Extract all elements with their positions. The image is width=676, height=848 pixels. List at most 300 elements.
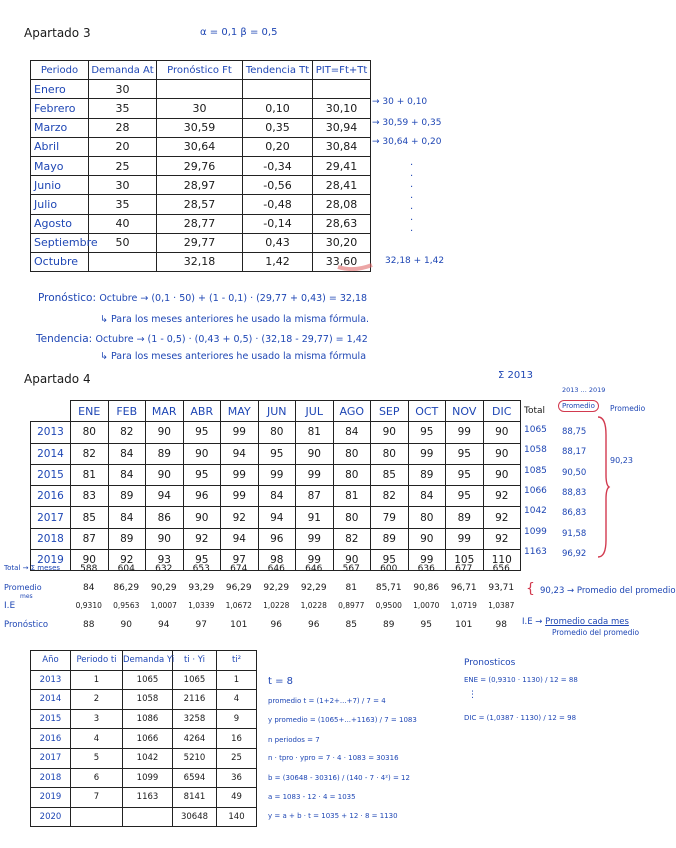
table-row — [31, 233, 371, 252]
periodo-cell: Enero — [31, 80, 89, 99]
month-header: DIC — [483, 401, 521, 422]
value-cell: 2014 — [31, 690, 71, 710]
value-cell: 99 — [258, 464, 296, 485]
month-header: AGO — [333, 401, 371, 422]
table-row — [31, 768, 257, 788]
tend-cell: 0,35 — [243, 118, 313, 137]
pit-cell: 30,10 — [313, 99, 371, 118]
value-cell: 2 — [71, 690, 123, 710]
formula-y-promedio: y promedio = (1065+...+1163) / 7 = 1083 — [268, 716, 417, 724]
value-cell: 9 — [217, 709, 257, 729]
value-cell: 92 — [221, 507, 259, 528]
tendencia-label: Tendencia: — [36, 333, 93, 345]
tend-cell: -0,56 — [243, 176, 313, 195]
ie-row-value: 1,0719 — [450, 601, 477, 610]
value-cell: 80 — [408, 507, 446, 528]
pronostico-row-value: 85 — [345, 620, 357, 630]
month-header: ABR — [183, 401, 221, 422]
ie-row-value: 1,0070 — [413, 601, 440, 610]
pron-cell: 28,77 — [157, 214, 243, 233]
value-cell: 36 — [217, 768, 257, 788]
note-ie-den: Promedio del promedio — [552, 628, 640, 637]
value-cell: 91 — [296, 507, 334, 528]
ie-row-value: 0,9563 — [113, 601, 140, 610]
month-header: NOV — [446, 401, 484, 422]
value-cell: 95 — [258, 443, 296, 464]
pit-cell: 28,41 — [313, 176, 371, 195]
value-cell: 99 — [221, 422, 259, 443]
pronostico-row-value: 89 — [383, 620, 395, 630]
value-cell: 99 — [221, 464, 259, 485]
formula-promedio-t: promedio t = (1+2+...+7) / 7 = 4 — [268, 697, 386, 705]
periodo-cell: Octubre — [31, 252, 89, 271]
table-row — [31, 214, 371, 233]
year-promedio: 88,83 — [562, 487, 587, 498]
side-note-4: 32,18 + 1,42 — [385, 256, 445, 266]
pronostico-note: Para los meses anteriores he usado la misma fórmula. — [110, 314, 370, 325]
year-cell: 2017 — [31, 507, 71, 528]
arrow-icon: ↳ — [100, 351, 111, 362]
year-total: 1066 — [524, 485, 547, 496]
value-cell: 84 — [258, 486, 296, 507]
year-promedio: 91,58 — [562, 528, 587, 539]
value-cell: 99 — [408, 550, 446, 571]
periodo-cell: Agosto — [31, 214, 89, 233]
header-cell: Tendencia Tt — [243, 61, 313, 80]
header-cell: ti · Yi — [173, 651, 217, 671]
tend-cell — [243, 80, 313, 99]
ie-row-value: 0,9310 — [75, 601, 102, 610]
totals-row-value: 632 — [155, 564, 173, 574]
table-row — [31, 176, 371, 195]
value-cell: 80 — [371, 443, 409, 464]
value-cell: 95 — [183, 464, 221, 485]
value-cell: 82 — [333, 528, 371, 549]
value-cell: 30648 — [173, 807, 217, 827]
totals-row-value: 600 — [380, 564, 398, 574]
side-dots: · · · · · · · — [410, 160, 414, 237]
pron-cell: 30,64 — [157, 137, 243, 156]
value-cell: 2018 — [31, 768, 71, 788]
promedios-row-value: 90,86 — [413, 583, 440, 593]
totals-row-value: 636 — [417, 564, 435, 574]
value-cell: 90 — [371, 422, 409, 443]
formula-a: a = 1083 - 12 · 4 = 1035 — [268, 793, 356, 801]
table-row — [31, 422, 521, 443]
value-cell: 90 — [483, 422, 521, 443]
tend-cell: -0,14 — [243, 214, 313, 233]
corner-cell — [31, 401, 71, 422]
value-cell: 90 — [483, 443, 521, 464]
value-cell: 3 — [71, 709, 123, 729]
value-cell: 94 — [258, 507, 296, 528]
value-cell: 2017 — [31, 748, 71, 768]
highlight-mark — [336, 258, 376, 272]
table-row — [31, 528, 521, 549]
regresion-table — [30, 650, 257, 827]
value-cell: 105 — [446, 550, 484, 571]
periodo-cell: Junio — [31, 176, 89, 195]
ie-row-value: 0,8977 — [338, 601, 365, 610]
value-cell: 90 — [71, 550, 109, 571]
formula-b: b = (30648 - 30316) / (140 - 7 · 4²) = 12 — [268, 774, 410, 782]
header-cell: Año — [31, 651, 71, 671]
value-cell: 95 — [446, 443, 484, 464]
pronostico-row-label: Pronóstico — [4, 620, 49, 630]
value-cell: 90 — [333, 550, 371, 571]
ie-row-value: 1,0672 — [225, 601, 252, 610]
promedios-row-sub: mes — [20, 593, 33, 600]
side-note-2: → 30,59 + 0,35 — [372, 118, 442, 128]
pron-cell: 32,18 — [157, 252, 243, 271]
value-cell: 85 — [371, 464, 409, 485]
year-cell: 2018 — [31, 528, 71, 549]
value-cell: 92 — [483, 507, 521, 528]
value-cell: 82 — [108, 422, 146, 443]
year-cell: 2013 — [31, 422, 71, 443]
value-cell: 81 — [296, 422, 334, 443]
totals-row-value: 677 — [455, 564, 473, 574]
demanda-cell: 30 — [89, 80, 157, 99]
value-cell: 4 — [71, 729, 123, 749]
value-cell: 82 — [371, 486, 409, 507]
value-cell: 90 — [408, 528, 446, 549]
value-cell: 90 — [183, 507, 221, 528]
totals-row-value: 646 — [305, 564, 323, 574]
pronostico-row-value: 94 — [158, 620, 170, 630]
value-cell: 95 — [183, 550, 221, 571]
value-cell: 80 — [333, 443, 371, 464]
promedio-anno-note: 2013 ... 2019 — [562, 386, 606, 394]
value-cell: 84 — [408, 486, 446, 507]
value-cell: 2016 — [31, 729, 71, 749]
promedios-row-value: 92,29 — [263, 583, 290, 593]
value-cell: 84 — [108, 507, 146, 528]
value-cell: 83 — [71, 486, 109, 507]
table-row — [31, 156, 371, 175]
pronostico-formula: Octubre → (0,1 · 50) + (1 - 0,1) · (29,77 + 0,43) = 32,18 — [99, 293, 368, 304]
value-cell: 96 — [183, 486, 221, 507]
demanda-cell: 35 — [89, 99, 157, 118]
year-total: 1085 — [524, 465, 547, 476]
header-cell: PIT=Ft+Tt — [313, 61, 371, 80]
pit-cell: 30,94 — [313, 118, 371, 137]
value-cell: 94 — [146, 486, 184, 507]
value-cell: 3258 — [173, 709, 217, 729]
note-promedio: 90,23 → Promedio del promedio — [540, 586, 676, 596]
pronostico-row-value: 96 — [308, 620, 320, 630]
value-cell: 5210 — [173, 748, 217, 768]
pronostico-row-value: 101 — [230, 620, 248, 630]
value-cell: 7 — [71, 788, 123, 808]
year-total: 1163 — [524, 546, 547, 557]
demanda-cell: 35 — [89, 195, 157, 214]
bracket-icon — [596, 415, 610, 560]
value-cell: 90 — [146, 422, 184, 443]
table-row — [31, 464, 521, 485]
totals-row-value: 646 — [267, 564, 285, 574]
year-cell: 2019 — [31, 550, 71, 571]
pron-cell: 29,77 — [157, 233, 243, 252]
tend-cell: -0,34 — [243, 156, 313, 175]
table-row — [31, 80, 371, 99]
value-cell: 82 — [71, 443, 109, 464]
value-cell: 1 — [71, 670, 123, 690]
table-row — [31, 99, 371, 118]
value-cell: 89 — [108, 486, 146, 507]
periodo-cell: Mayo — [31, 156, 89, 175]
value-cell: 8141 — [173, 788, 217, 808]
promedio-header: Promedio — [558, 400, 599, 412]
value-cell: 87 — [296, 486, 334, 507]
tend-cell: 0,43 — [243, 233, 313, 252]
value-cell: 79 — [371, 507, 409, 528]
value-cell: 99 — [296, 528, 334, 549]
table-row — [31, 690, 257, 710]
month-header: FEB — [108, 401, 146, 422]
pit-cell: 29,41 — [313, 156, 371, 175]
promedios-row-value: 96,29 — [225, 583, 252, 593]
value-cell: 6 — [71, 768, 123, 788]
periodo-cell: Abril — [31, 137, 89, 156]
value-cell: 90 — [296, 443, 334, 464]
pit-cell: 30,20 — [313, 233, 371, 252]
apartado3-table — [30, 60, 371, 272]
value-cell: 99 — [296, 550, 334, 571]
value-cell: 84 — [108, 443, 146, 464]
tend-cell: 0,10 — [243, 99, 313, 118]
demanda-cell: 40 — [89, 214, 157, 233]
promedios-row-value: 93,71 — [488, 583, 515, 593]
month-header: JUN — [258, 401, 296, 422]
value-cell: 94 — [221, 443, 259, 464]
table-row — [31, 788, 257, 808]
ie-row-value: 1,0228 — [263, 601, 290, 610]
demanda-cell: 20 — [89, 137, 157, 156]
pronosticos-title: Pronosticos — [464, 658, 516, 668]
value-cell: 99 — [296, 464, 334, 485]
year-cell: 2015 — [31, 464, 71, 485]
value-cell: 90 — [183, 443, 221, 464]
table-row — [31, 486, 521, 507]
pronostico-row-value: 96 — [270, 620, 282, 630]
demanda-cell: 25 — [89, 156, 157, 175]
value-cell: 2013 — [31, 670, 71, 690]
totals-row-value: 567 — [342, 564, 360, 574]
value-cell: 2019 — [31, 788, 71, 808]
header-cell: Periodo ti — [71, 651, 123, 671]
pron-cell: 28,57 — [157, 195, 243, 214]
year-promedio: 90,50 — [562, 467, 587, 478]
value-cell: 1058 — [123, 690, 173, 710]
month-header: ENE — [71, 401, 109, 422]
table-row — [31, 670, 257, 690]
header-cell: ti² — [217, 651, 257, 671]
periodo-cell: Julio — [31, 195, 89, 214]
sigma-note: Σ 2013 — [498, 370, 533, 381]
table-row — [31, 748, 257, 768]
promedios-row-value: 96,71 — [450, 583, 477, 593]
pronostico-row-value: 88 — [83, 620, 95, 630]
value-cell: 85 — [71, 507, 109, 528]
value-cell: 99 — [446, 528, 484, 549]
value-cell: 86 — [146, 507, 184, 528]
pronostico-row-value: 98 — [495, 620, 507, 630]
promedios-row-value: 81 — [345, 583, 357, 593]
formula-n-tpro-ypro: n · tpro · ypro = 7 · 4 · 1083 = 30316 — [268, 754, 399, 762]
bracket-value: 90,23 — [610, 456, 633, 465]
pit-cell: 30,84 — [313, 137, 371, 156]
apartado3-title: Apartado 3 — [24, 26, 91, 40]
promedios-row-value: 92,29 — [300, 583, 327, 593]
value-cell: 98 — [258, 550, 296, 571]
tend-cell: 0,20 — [243, 137, 313, 156]
value-cell: 110 — [483, 550, 521, 571]
value-cell: 2020 — [31, 807, 71, 827]
pronostico-row-value: 101 — [455, 620, 473, 630]
periodo-cell: Febrero — [31, 99, 89, 118]
value-cell — [123, 807, 173, 827]
value-cell: 80 — [258, 422, 296, 443]
value-cell — [71, 807, 123, 827]
ie-row-label: I.E — [4, 601, 16, 611]
year-total: 1099 — [524, 526, 547, 537]
pronostico-label: Pronóstico: — [38, 292, 96, 304]
year-total: 1042 — [524, 506, 547, 517]
year-cell: 2014 — [31, 443, 71, 464]
apartado4-title: Apartado 4 — [24, 372, 91, 386]
value-cell: 1066 — [123, 729, 173, 749]
year-promedio: 88,17 — [562, 447, 587, 458]
value-cell: 4264 — [173, 729, 217, 749]
year-promedio: 88,75 — [562, 427, 587, 437]
table-row — [31, 709, 257, 729]
tend-cell: 1,42 — [243, 252, 313, 271]
table-row — [31, 137, 371, 156]
demanda-cell: 28 — [89, 118, 157, 137]
value-cell: 1042 — [123, 748, 173, 768]
pronostico-row-value: 97 — [195, 620, 207, 630]
demanda-cell: 50 — [89, 233, 157, 252]
promedios-row-value: 84 — [83, 583, 95, 593]
pron-cell: 29,76 — [157, 156, 243, 175]
table-row — [31, 252, 371, 271]
brace-icon: { — [526, 581, 535, 597]
promedios-row-value: 90,29 — [150, 583, 177, 593]
pit-cell: 28,08 — [313, 195, 371, 214]
ie-row-value: 0,9500 — [375, 601, 402, 610]
value-cell: 90 — [483, 464, 521, 485]
value-cell: 99 — [446, 422, 484, 443]
formula-y: y = a + b · t = 1035 + 12 · 8 = 1130 — [268, 812, 398, 820]
value-cell: 93 — [146, 550, 184, 571]
value-cell: 1065 — [173, 670, 217, 690]
table-row — [31, 195, 371, 214]
value-cell: 89 — [108, 528, 146, 549]
year-total: 1058 — [524, 445, 547, 456]
side-note-3: → 30,64 + 0,20 — [372, 137, 442, 147]
promedios-row-label: Promedio — [4, 583, 42, 592]
value-cell: 95 — [446, 464, 484, 485]
promedio-col-label: Promedio — [610, 404, 646, 413]
pronostico-row-value: 90 — [120, 620, 132, 630]
promedios-row-value: 86,29 — [113, 583, 140, 593]
year-cell: 2016 — [31, 486, 71, 507]
pron-cell — [157, 80, 243, 99]
value-cell: 1099 — [123, 768, 173, 788]
pronostico-dic: DIC = (1,0387 · 1130) / 12 = 98 — [464, 714, 577, 722]
value-cell: 95 — [371, 550, 409, 571]
ie-row-value: 1,0228 — [300, 601, 327, 610]
demanda-cell: 30 — [89, 176, 157, 195]
value-cell: 80 — [333, 464, 371, 485]
totals-row-value: 674 — [230, 564, 248, 574]
value-cell: 1086 — [123, 709, 173, 729]
month-header: MAR — [146, 401, 184, 422]
value-cell: 99 — [408, 443, 446, 464]
value-cell: 89 — [446, 507, 484, 528]
table-row — [31, 118, 371, 137]
totals-row-value: 656 — [492, 564, 510, 574]
periodo-cell: Septiembre — [31, 233, 89, 252]
pron-cell: 30,59 — [157, 118, 243, 137]
month-header: SEP — [371, 401, 409, 422]
totals-row-label: Total → Σ meses — [4, 564, 61, 572]
value-cell: 90 — [146, 528, 184, 549]
value-cell: 1163 — [123, 788, 173, 808]
note-ie-text: Promedio cada mes — [545, 617, 629, 627]
ie-row-value: 1,0387 — [488, 601, 515, 610]
value-cell: 2015 — [31, 709, 71, 729]
year-total: 1065 — [524, 425, 547, 435]
header-cell: Demanda Yi — [123, 651, 173, 671]
apartado3-params: α = 0,1 β = 0,5 — [200, 27, 278, 38]
pronostico-row-value: 95 — [420, 620, 432, 630]
pit-cell: 33,60 — [313, 252, 371, 271]
value-cell: 6594 — [173, 768, 217, 788]
tend-cell: -0,48 — [243, 195, 313, 214]
value-cell: 94 — [221, 528, 259, 549]
month-header: JUL — [296, 401, 334, 422]
value-cell: 81 — [333, 486, 371, 507]
table-row — [31, 507, 521, 528]
value-cell: 96 — [258, 528, 296, 549]
value-cell: 49 — [217, 788, 257, 808]
value-cell: 99 — [221, 486, 259, 507]
value-cell: 95 — [408, 422, 446, 443]
value-cell: 92 — [483, 486, 521, 507]
value-cell: 89 — [371, 528, 409, 549]
totals-row-value: 588 — [80, 564, 98, 574]
value-cell: 1 — [217, 670, 257, 690]
ie-row-value: 1,0007 — [150, 601, 177, 610]
month-header: OCT — [408, 401, 446, 422]
value-cell: 5 — [71, 748, 123, 768]
value-cell: 1065 — [123, 670, 173, 690]
value-cell: 80 — [333, 507, 371, 528]
pron-cell: 28,97 — [157, 176, 243, 195]
header-cell: Demanda At — [89, 61, 157, 80]
value-cell: 84 — [108, 464, 146, 485]
year-promedio: 86,83 — [562, 508, 587, 519]
pron-cell: 30 — [157, 99, 243, 118]
totals-row-value: 653 — [192, 564, 210, 574]
t-eq: t = 8 — [268, 676, 294, 687]
value-cell: 90 — [146, 464, 184, 485]
tendencia-formula: Octubre → (1 - 0,5) · (0,43 + 0,5) · (32,18 - 29,77) = 1,42 — [95, 334, 368, 345]
value-cell: 84 — [333, 422, 371, 443]
tendencia-note: Para los meses anteriores he usado la misma fórmula — [110, 351, 367, 362]
